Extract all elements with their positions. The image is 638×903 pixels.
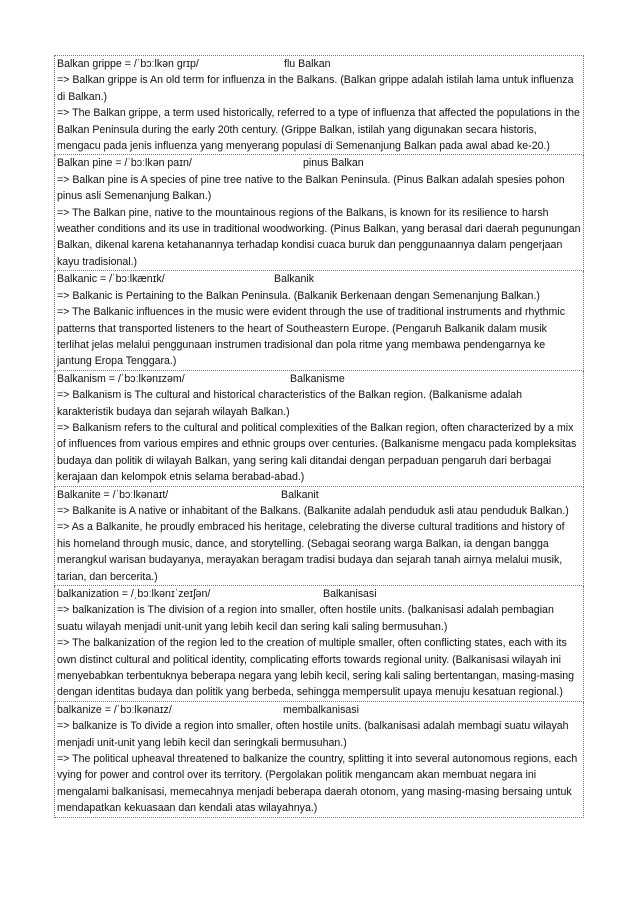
entry-header: [57, 586, 581, 602]
entry-header: [57, 271, 581, 287]
entry-header: [57, 702, 581, 718]
translation: membalkanisasi: [283, 703, 359, 716]
entry-balkanic: [54, 271, 584, 370]
entry-header: [57, 56, 581, 72]
entry-header: [57, 155, 581, 171]
example-sentence: => The Balkan pine, native to the mountainous regions of the Balkans, is known for its resilience to harsh weather conditions and its use in traditional woodworking. (Pinus Balkan, yang berasal dari daerah pegunungan Balkan, dikenal karena ketahanannya terhadap kondisi cuaca buruk dan penggunaannya dalam pengerjaan kayu tradisional.): [57, 206, 581, 268]
translation: Balkanisasi: [323, 588, 377, 600]
entry-header: [57, 371, 581, 387]
definition: => Balkanic is Pertaining to the Balkan Peninsula. (Balkanik Berkenaan dengan Semenanjung Balkan.): [57, 289, 540, 302]
example-sentence: => The Balkanic influences in the music were evident through the use of traditional instruments and rhythmic patterns that transported listeners to the heart of Southeastern Europe. (Pengaruh Balkanik dalam musik terlihat jelas melalui penggunaan instrumen tradisional dan pola ritme yang membawa pendengarnya ke jantung Eropa Tenggara.): [57, 306, 565, 368]
headword: balkanization = /ˌbɔːlkənɪˈzeɪʃən/: [57, 588, 211, 600]
translation: flu Balkan: [284, 58, 331, 70]
example-sentence: => The Balkan grippe, a term used historically, referred to a type of influenza that affected the populations in the Balkan Peninsula during the early 20th century. (Grippe Balkan, istilah yang digunakan secara historis, mengacu pada jenis influenza yang menyerang populasi di Semenanjung Balkan pada awal abad ke-20.): [57, 107, 580, 153]
definition: => Balkanite is A native or inhabitant of the Balkans. (Balkanite adalah penduduk asli atau penduduk Balkan.): [57, 504, 569, 517]
entry-header: [57, 487, 581, 503]
headword: Balkanite = /ˈbɔːlkənaɪt/: [57, 488, 169, 501]
definition: => Balkan pine is A species of pine tree native to the Balkan Peninsula. (Pinus Balkan adalah spesies pohon pinus asli Semenanjung Balkan.): [57, 173, 565, 203]
translation: Balkanisme: [290, 372, 345, 385]
headword: balkanize = /ˈbɔːlkənaɪz/: [57, 703, 172, 716]
example-sentence: => The political upheaval threatened to balkanize the country, splitting it into several autonomous regions, each vying for power and control over its territory. (Pergolakan politik mengancam akan membuat negara ini mengalami balkanisasi, memecahnya menjadi beberapa daerah otonom, yang masing-masing bersaing untuk mendapatkan kekuasaan dan kendali atas wilayahnya.): [57, 753, 578, 815]
definition: => balkanize is To divide a region into smaller, often hostile units. (balkanisasi adalah membagi suatu wilayah menjadi unit-unit yang lebih kecil dan seringkali bermusuhan.): [57, 720, 569, 749]
entry-balkan-grippe: [54, 55, 584, 155]
example-sentence: => Balkanism refers to the cultural and political complexities of the Balkan region, often characterized by a mix of influences from various empires and ethnic groups over centuries. (Balkanisme mengacu pada kompleksitas budaya dan politik di wilayah Balkan, yang sering kali ditandai dengan perpaduan pengaruh dari berbagai kerajaan dan kelompok etnis selama berabad-abad.): [57, 421, 577, 484]
entry-balkanism: [54, 371, 584, 487]
translation: Balkanik: [274, 273, 315, 286]
entry-balkan-pine: [54, 155, 584, 271]
entry-balkanize: [54, 702, 584, 818]
definition: => Balkanism is The cultural and historical characteristics of the Balkan region. (Balkanisme adalah karakteristik budaya dan sejarah wilayah Balkan.): [57, 389, 522, 418]
headword: Balkanism = /ˈbɔːlkənɪzəm/: [57, 372, 185, 385]
definition: => Balkan grippe is An old term for influenza in the Balkans. (Balkan grippe adalah istilah lama untuk influenza di Balkan.): [57, 74, 574, 103]
translation: Balkanit: [281, 488, 319, 501]
headword: Balkanic = /ˈbɔːlkænɪk/: [57, 273, 165, 286]
example-sentence: => As a Balkanite, he proudly embraced his heritage, celebrating the diverse cultural traditions and history of his homeland through music, dance, and storytelling. (Sebagai seorang warga Balkan, ia dengan bangga merangkul warisan budayanya, merayakan beragam tradisi budaya dan sejarah tanah airnya melalui musik, tarian, dan bercerita.): [57, 521, 565, 583]
headword: Balkan pine = /ˈbɔːlkən paɪn/: [57, 157, 192, 170]
translation: pinus Balkan: [303, 157, 364, 170]
headword: Balkan grippe = /ˈbɔːlkən grɪp/: [57, 58, 199, 70]
example-sentence: => The balkanization of the region led to the creation of multiple smaller, often conflicting states, each with its own distinct cultural and political identity, complicating efforts towards regional unity. (Balkanisasi wilayah ini menyebabkan terbentuknya beberapa negara yang lebih kecil, sering kali saling bertentangan, masing-masing dengan identitas budaya dan politik yang berbeda, sehingga mempersulit upaya menuju kesatuan regional.): [57, 637, 575, 699]
glossary-document: [54, 55, 584, 818]
entry-balkanite: [54, 487, 584, 586]
definition: => balkanization is The division of a region into smaller, often hostile units. (balkanisasi adalah pembagian suatu wilayah menjadi unit-unit yang lebih kecil dan sering kali saling bermusuhan.): [57, 604, 554, 633]
entry-balkanization: [54, 586, 584, 702]
